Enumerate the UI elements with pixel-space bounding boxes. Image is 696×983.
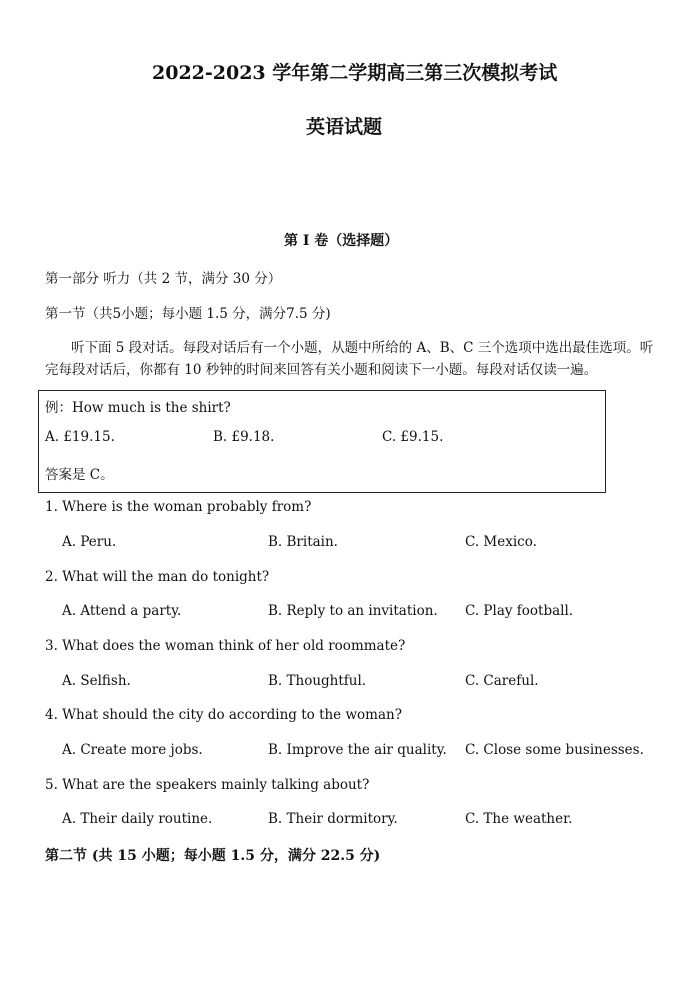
example-option-c: C. £9.15. <box>382 429 444 445</box>
example-option-b: B. £9.18. <box>213 429 275 445</box>
example-question: 例：How much is the shirt? <box>45 400 231 416</box>
option-a: A. Attend a party. <box>62 603 182 619</box>
option-a: A. Create more jobs. <box>62 742 203 758</box>
exam-title: 2022-2023 学年第二学期高三第三次模拟考试 <box>152 62 558 84</box>
option-c: C. The weather. <box>465 811 573 827</box>
option-a: A. Peru. <box>62 534 117 550</box>
option-b: B. Thoughtful. <box>268 673 367 689</box>
section-heading: 第一节（共5小题；每小题 1.5 分，满分7.5 分) <box>45 306 331 322</box>
option-b: B. Britain. <box>268 534 338 550</box>
option-a: A. Selfish. <box>62 673 131 689</box>
question-stem: 2. What will the man do tonight? <box>45 569 270 585</box>
option-c: C. Mexico. <box>465 534 537 550</box>
example-option-a: A. £19.15. <box>45 429 115 445</box>
option-c: C. Careful. <box>465 673 539 689</box>
option-c: C. Close some businesses. <box>465 742 644 758</box>
section2-heading: 第二节 (共 15 小题；每小题 1.5 分，满分 22.5 分) <box>45 848 381 864</box>
question-stem: 1. Where is the woman probably from? <box>45 499 312 515</box>
option-b: B. Improve the air quality. <box>268 742 447 758</box>
option-b: B. Reply to an invitation. <box>268 603 438 619</box>
part-heading: 第一部分 听力（共 2 节，满分 30 分） <box>45 271 282 287</box>
question-stem: 5. What are the speakers mainly talking about? <box>45 777 370 793</box>
instructions: 听下面 5 段对话。每段对话后有一个小题，从题中所给的 A、B、C 三个选项中选出最佳选项。听完每段对话后，你都有 10 秒钟的时间来回答有关小题和阅读下一小题。每段对话仅读一遍。 <box>45 340 654 378</box>
option-b: B. Their dormitory. <box>268 811 398 827</box>
question-stem: 4. What should the city do according to the woman? <box>45 707 402 723</box>
exam-subtitle: 英语试题 <box>306 116 383 138</box>
question-stem: 3. What does the woman think of her old roommate? <box>45 638 406 654</box>
option-c: C. Play football. <box>465 603 574 619</box>
option-a: A. Their daily routine. <box>62 811 213 827</box>
example-answer: 答案是 C。 <box>45 467 114 483</box>
volume-title: 第 I 卷（选择题） <box>284 233 399 249</box>
